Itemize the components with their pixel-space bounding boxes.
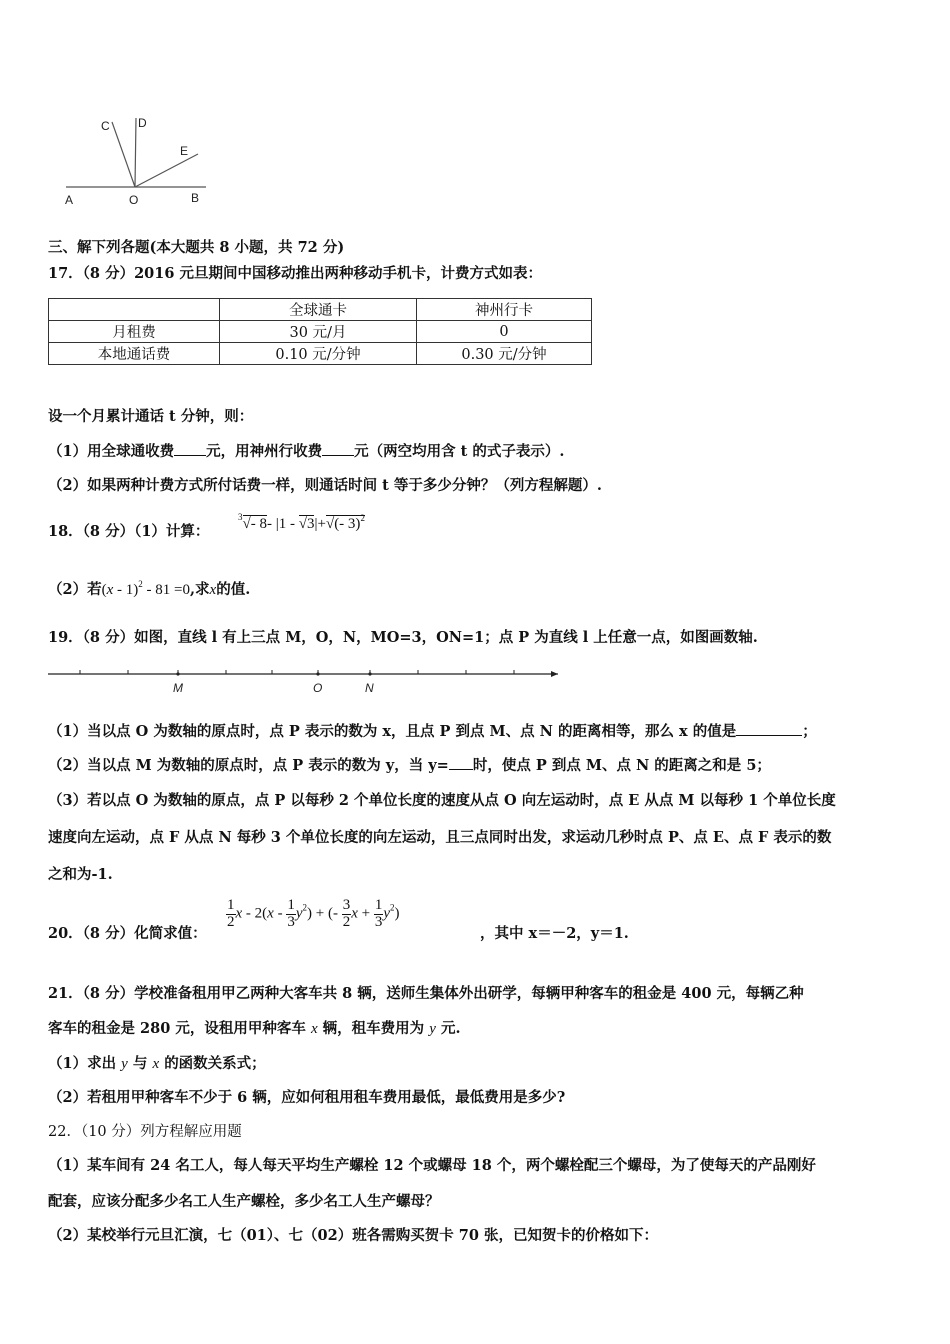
fraction	[374, 898, 384, 931]
q20-tail: ，其中 x＝－2，y＝1.	[480, 925, 629, 942]
var-x: x	[152, 1056, 160, 1072]
answer-blank	[322, 455, 354, 456]
denominator: 2	[227, 913, 235, 930]
label-b: B	[191, 191, 200, 205]
label-o: O	[313, 681, 323, 695]
q20-stem: 20．（8 分）化简求值：	[48, 925, 207, 942]
q17-part2: （2）如果两种计费方式所付话费一样，则通话时间 t 等于多少分钟？（列方程解题）.	[48, 477, 602, 494]
term: )	[394, 905, 400, 922]
fraction	[286, 898, 296, 931]
label-n: N	[365, 681, 374, 695]
q19-part3-line3: 之和为-1.	[48, 866, 113, 883]
answer-blank	[449, 769, 473, 770]
label-a: A	[65, 193, 74, 207]
q21-line2	[48, 1017, 461, 1038]
q21-part1	[48, 1052, 266, 1073]
radicand: 3	[306, 516, 315, 532]
answer-blank	[736, 735, 802, 736]
fraction	[342, 898, 352, 931]
answer-blank	[174, 455, 206, 456]
q17-stem: 17．（8 分）2016 元旦期间中国移动推出两种移动手机卡，计费方式如表：	[48, 265, 542, 282]
table-header-row	[49, 299, 592, 321]
q20-expression	[226, 898, 400, 931]
ray-oc	[112, 122, 135, 187]
var-y: y	[121, 1056, 128, 1072]
numerator: 1	[227, 897, 235, 913]
q19-part3-line2: 速度向左运动，点 F 从点 N 每秒 3 个单位长度的向左运动，且三点同时出发，求运动几秒时点 P、点 E、点 F 表示的数	[48, 829, 832, 846]
abs-open: |1 -	[275, 516, 299, 532]
radicand: (- 3)	[334, 516, 361, 532]
fraction	[226, 898, 236, 931]
fee-table	[48, 298, 592, 365]
var-y: y	[429, 1021, 436, 1037]
plus: +	[317, 516, 326, 532]
var-x: x	[267, 905, 274, 922]
ray-od	[135, 118, 136, 187]
q19-stem: 19．（8 分）如图，直线 l 有上三点 M，O，N，MO=3，ON=1；点 P 为直线 l 上任意一点，如图画数轴.	[48, 629, 758, 646]
q19-part1-end: ；	[802, 723, 817, 740]
q17-part1	[48, 440, 564, 461]
angle-figure	[60, 112, 220, 212]
q21-line2-a: 客车的租金是 280 元，设租用甲种客车	[48, 1020, 306, 1037]
q21-line2-b: 辆，租车费用为	[322, 1020, 425, 1037]
q18-part2-b: ,求	[189, 581, 210, 598]
var-y: y	[383, 905, 391, 922]
q17-intro: 设一个月累计通话 t 分钟，则：	[48, 408, 254, 425]
exponent: 2	[138, 579, 143, 589]
term: -	[273, 905, 287, 922]
q19-part2-a: （2）当以点 M 为数轴的原点时，点 P 表示的数为 y，当 y=	[48, 757, 449, 774]
label-o: O	[129, 193, 139, 207]
var-x: x	[351, 905, 358, 922]
q22-part2: （2）某校举行元旦汇演，七（01）、七（02）班各需购买贺卡 70 张，已知贺卡的价格如下：	[48, 1227, 658, 1244]
minus: -	[266, 516, 272, 532]
table-cell: 月租费	[49, 321, 220, 343]
q21-line2-c: 元.	[440, 1020, 461, 1037]
sqrt: √3	[298, 516, 315, 532]
cube-root-index: 3	[238, 512, 243, 522]
q18-part2-a: （2）若	[48, 581, 102, 598]
radicand: - 8	[250, 516, 267, 532]
exponent: 2	[360, 513, 365, 523]
q17-part1-c: 元（两空均用含 t 的式子表示）.	[354, 443, 565, 460]
q21-line1: 21．（8 分）学校准备租用甲乙两种大客车共 8 辆，送师生集体外出研学，每辆甲种客车的租金是 400 元，每辆乙种	[48, 985, 804, 1002]
denominator: 2	[342, 913, 351, 930]
paren: (	[101, 582, 107, 598]
q17-part1-a: （1）用全球通收费	[48, 443, 175, 460]
number-line-figure	[48, 664, 568, 698]
table-row	[49, 343, 592, 365]
exponent: 2	[302, 902, 308, 913]
table-cell: 本地通话费	[49, 343, 220, 365]
var-x: x	[235, 905, 243, 922]
numerator: 1	[287, 897, 295, 913]
term: ) + (-	[307, 905, 342, 922]
ray-oe	[135, 154, 198, 187]
axis-arrow	[551, 671, 558, 677]
point-o	[316, 672, 319, 675]
exponent: 2	[390, 902, 395, 913]
var-y: y	[295, 905, 303, 922]
section-heading: 三、解下列各题(本大题共 8 小题，共 72 分)	[48, 239, 345, 256]
q19-part2	[48, 754, 771, 775]
q19-part2-b: 时，使点 P 到点 M、点 N 的距离之和是 5；	[472, 757, 771, 774]
q17-part1-b: 元，用神州行收费	[206, 443, 323, 460]
label-d: D	[138, 116, 147, 130]
numerator: 1	[374, 897, 383, 913]
q21-part1-b: 与	[132, 1055, 148, 1072]
label-m: M	[173, 681, 183, 695]
q19-part1	[48, 720, 817, 741]
table-header-cell: 神州行卡	[417, 299, 592, 321]
table-cell: 0.10 元/分钟	[220, 343, 417, 365]
label-c: C	[101, 119, 110, 133]
term: +	[357, 905, 374, 922]
q19-part1-text: （1）当以点 O 为数轴的原点时，点 P 表示的数为 x，且点 P 到点 M、点 N 的距离相等，那么 x 的值是	[48, 723, 737, 740]
table-row	[49, 321, 592, 343]
term: - 2(	[242, 905, 268, 922]
q18-stem: 18．（8 分）（1）计算：	[48, 523, 210, 540]
q21-part1-c: 的函数关系式；	[164, 1055, 266, 1072]
term: - 81 =0	[142, 582, 190, 598]
q22-part1-line2: 配套，应该分配多少名工人生产螺栓，多少名工人生产螺母？	[48, 1193, 440, 1210]
q22-stem: 22．（10 分）列方程解应用题	[48, 1124, 242, 1140]
cube-root: √- 8	[242, 516, 267, 532]
point-m	[176, 672, 179, 675]
q21-part2: （2）若租用甲种客车不少于 6 辆，应如何租用租车费用最低，最低费用是多少?	[48, 1089, 566, 1106]
table-cell: 0.30 元/分钟	[417, 343, 592, 365]
q22-part1-line1: （1）某车间有 24 名工人，每人每天平均生产螺栓 12 个或螺母 18 个，两个螺栓配三个螺母，为了使每天的产品刚好	[48, 1157, 816, 1174]
sqrt: √(- 3)$^2$	[325, 513, 365, 532]
abs-close: |	[314, 516, 318, 532]
table-cell: 0	[417, 321, 592, 343]
table-header-cell: 全球通卡	[220, 299, 417, 321]
q18-part2	[48, 578, 250, 599]
label-e: E	[180, 144, 189, 158]
var-x: x	[310, 1021, 318, 1037]
point-n	[368, 672, 371, 675]
table-header-cell	[49, 299, 220, 321]
q18-expression	[238, 512, 365, 533]
var-x: x	[209, 582, 217, 598]
var-x: x	[106, 582, 114, 598]
table-cell: 30 元/月	[220, 321, 417, 343]
denominator: 3	[287, 913, 295, 930]
q19-part3-line1: （3）若以点 O 为数轴的原点，点 P 以每秒 2 个单位长度的速度从点 O 向左运动时，点 E 从点 M 以每秒 1 个单位长度	[48, 792, 836, 809]
equation	[101, 579, 190, 598]
q21-part1-a: （1）求出	[48, 1055, 117, 1072]
q18-part2-c: 的值.	[216, 581, 251, 598]
denominator: 3	[374, 913, 383, 930]
numerator: 3	[342, 897, 351, 913]
term: - 1)	[113, 582, 139, 598]
